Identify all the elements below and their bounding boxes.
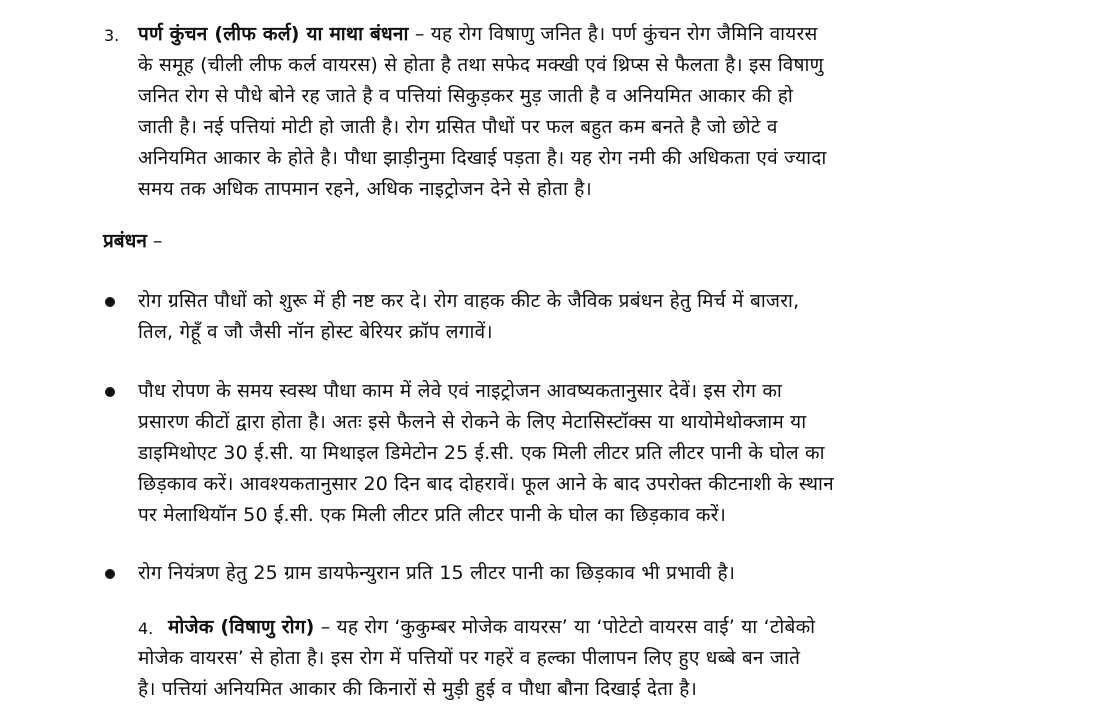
section-4-title: मोजेक (विषाणु रोग) [168,616,315,638]
bullet-marker [105,387,115,397]
section-3-line-3: जनित रोग से पौधे बोने रह जाते है व पत्तियां सिकुड़कर मुड़ जाती है व अनियमित आकार की हो [138,85,793,107]
bullet-2-line-5: पर मेलाथियॉन 50 ई.सी. एक मिली लीटर प्रति लीटर पानी के घोल का छिड़काव करें। [138,504,726,526]
section-4-number: 4. [138,619,154,638]
section-4-intro: – यह रोग ‘कुकुम्बर मोजेक वायरस’ या ‘पोटेटो वायरस वाई’ या ‘टोबेको [314,616,816,638]
bullet-1-line-1: रोग ग्रसित पौधों को शुरू में ही नष्ट कर दे। रोग वाहक कीट के जैविक प्रबंधन हेतु मिर्च में बाजरा, [138,290,800,312]
bullet-2-line-4: छिड़काव करें। आवश्यकतानुसार 20 दिन बाद दोहरावें। फूल आने के बाद उपरोक्त कीटनाशी के स्थान [138,473,834,495]
bullet-2-line-1: पौध रोपण के समय स्वस्थ पौधा काम में लेवे एवं नाइट्रोजन आवष्यकतानुसार देवें। इस रोग का [138,380,783,402]
section-3-line-4: जाती है। नई पत्तियां मोटी हो जाती है। रोग ग्रसित पौधों पर फल बहुत कम बनते है जो छोटे व [138,116,778,138]
section-3-intro: – यह रोग विषाणु जनित है। पर्ण कुंचन रोग जैमिनि वायरस [408,23,818,45]
section-3-line-6: समय तक अधिक तापमान रहने, अधिक नाइट्रोजन देने से होता है। [138,178,592,200]
section-4-line-3: है। पत्तियां अनियमित आकार की किनारों से मुड़ी हुई व पौधा बौना दिखाई देता है। [138,678,697,700]
management-heading [103,226,162,256]
management-heading-dash: – [146,230,163,252]
bullet-2-line-3: डाइमिथोएट 30 ई.सी. या मिथाइल डिमेटोन 25 ई.सी. एक मिली लीटर प्रति लीटर पानी के घोल का [138,442,825,464]
bullet-marker [105,297,115,307]
bullet-marker [105,569,115,579]
management-heading-text: प्रबंधन [103,230,147,252]
section-3-line-5: अनियमित आकार के होते है। पौधा झाड़ीनुमा दिखाई पड़ता है। यह रोग नमी की अधिकता एवं ज्यादा [138,147,827,169]
section-4-line-2: मोजेक वायरस’ से होता है। इस रोग में पत्तियों पर गहरें व हल्का पीलापन लिए हुए धब्बे बन जाते [138,647,801,669]
bullet-1-line-2: तिल, गेहूँ व जौ जैसी नॉन होस्ट बेरियर क्रॉप लगावें। [138,321,493,343]
section-3-line-1 [138,19,818,49]
bullet-2-line-2: प्रसारण कीटों द्वारा होता है। अतः इसे फैलने से रोकने के लिए मेटासिस्टॉक्स या थायोमेथोक्जाम या [138,411,807,433]
section-3-number: 3. [104,26,120,45]
section-3-line-2: के समूह (चीली लीफ कर्ल वायरस) से होता है तथा सफेद मक्खी एवं थ्रिप्स से फैलता है। इस विषाणु [138,54,824,76]
bullet-3-line-1: रोग नियंत्रण हेतु 25 ग्राम डायफेन्युरान प्रति 15 लीटर पानी का छिड़काव भी प्रभावी है। [138,562,736,584]
section-3-title: पर्ण कुंचन (लीफ कर्ल) या माथा बंधना [138,23,409,45]
section-4-line-1 [168,612,815,642]
